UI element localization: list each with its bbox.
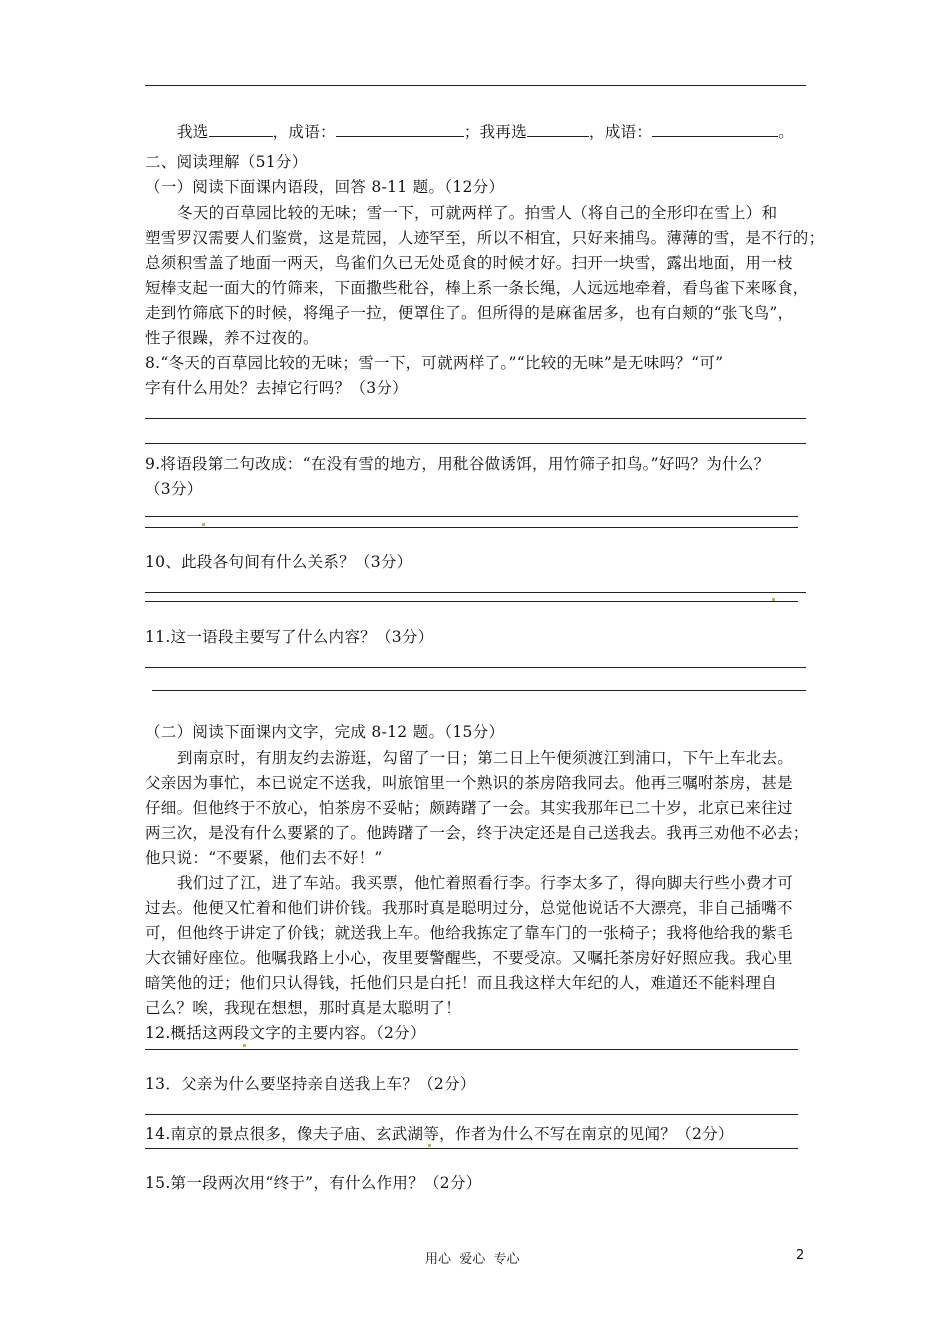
passage1-line: 总须积雪盖了地面一两天，鸟雀们久已无处觅食的时候才好。扫开一块雪，露出地面，用一枝 <box>145 254 793 272</box>
passage2-line: 到南京时，有朋友约去游逛，勾留了一日；第二日上午便须渡江到浦口，下午上车北去。 <box>177 749 794 767</box>
answer-line[interactable] <box>145 443 806 444</box>
answer-line[interactable] <box>145 516 798 517</box>
section-heading: 二、阅读理解（51分） <box>145 153 308 171</box>
passage2-line: 暗笑他的迂；他们只认得钱，托他们只是白托！而且我这样大年纪的人，难道还不能料理自 <box>145 974 778 992</box>
question-12: 12.概括这两段文字的主要内容。（2分） <box>145 1024 426 1042</box>
blank-idiom-2[interactable] <box>652 120 778 137</box>
question-15: 15.第一段两次用“终于”，有什么作用？（2分） <box>145 1174 482 1192</box>
footer-slogan: 用心 爱心 专心 <box>425 1252 520 1267</box>
speck-mark <box>772 598 775 601</box>
question-8-cont: 字有什么用处？去掉它行吗？（3分） <box>145 379 408 397</box>
speck-mark <box>243 1044 246 1047</box>
question-10: 10、此段各句间有什么关系？（3分） <box>145 553 413 571</box>
answer-line[interactable] <box>152 690 806 691</box>
speck-mark <box>428 1144 431 1147</box>
speck-mark <box>202 523 205 526</box>
question-14: 14.南京的景点很多，像夫子庙、玄武湖等，作者为什么不写在南京的见闻？（2分） <box>145 1125 734 1143</box>
passage2-line: 我们过了江，进了车站。我买票，他忙着照看行李。行李太多了，得向脚夫行些小费才可 <box>177 874 794 892</box>
page-number: 2 <box>796 1248 805 1263</box>
question-9-cont: （3分） <box>145 480 203 498</box>
answer-line[interactable] <box>145 1049 798 1050</box>
passage1-line: 塑雪罗汉需要人们鉴赏，这是荒园，人迹罕至，所以不相宜，只好来捕鸟。薄薄的雪，是不行的； <box>145 229 825 247</box>
passage2-line: 他只说：“不要紧，他们去不好！” <box>145 849 383 867</box>
question-9: 9.将语段第二句改成：“在没有雪的地方，用秕谷做诱饵，用竹筛子扣鸟。”好吗？为什么？ <box>145 455 770 473</box>
answer-line[interactable] <box>145 527 798 528</box>
passage2-line: 过去。他便又忙着和他们讲价钱。我那时真是聪明过分，总觉他说话不大漂亮，非自己插嘴不 <box>145 899 793 917</box>
passage2-line: 己么？唉，我现在想想，那时真是太聪明了！ <box>145 999 462 1017</box>
question-13: 13．父亲为什么要坚持亲自送我上车？（2分） <box>145 1075 476 1093</box>
passage1-line: 走到竹筛底下的时候，将绳子一拉，便罩住了。但所得的是麻雀居多，也有白颊的“张飞鸟”， <box>145 304 794 322</box>
question-8: 8.“冬天的百草园比较的无味；雪一下，可就两样了。”“比较的无味”是无味吗？“可” <box>145 354 724 372</box>
answer-line[interactable] <box>145 667 806 668</box>
part1-heading: （一）阅读下面课内语段，回答 8-11 题。（12分） <box>145 178 505 196</box>
passage1-line: 性子很躁，养不过夜的。 <box>145 329 319 347</box>
passage2-line: 可，但他终于讲定了价钱；就送我上车。他给我拣定了靠车门的一张椅子；我将他给我的紫毛 <box>145 924 793 942</box>
passage1-line: 冬天的百草园比较的无味；雪一下，可就两样了。拍雪人（将自己的全形印在雪上）和 <box>177 204 778 222</box>
blank-choice-2[interactable] <box>527 120 589 137</box>
passage2-line: 仔细。但他终于不放心，怕茶房不妥帖；颇踌躇了一会。其实我那年已二十岁，北京已来往过 <box>145 799 793 817</box>
top-answer-line <box>145 85 806 86</box>
blank-choice-1[interactable] <box>209 120 273 137</box>
question-11: 11.这一语段主要写了什么内容？（3分） <box>145 628 434 646</box>
answer-line[interactable] <box>145 1148 798 1149</box>
blank-idiom-1[interactable] <box>336 120 464 137</box>
passage1-line: 短棒支起一面大的竹筛来，下面撒些秕谷，棒上系一条长绳，人远远地牵着，看鸟雀下来啄食， <box>145 279 809 297</box>
passage2-line: 两三次，是没有什么要紧的了。他踌躇了一会，终于决定还是自己送我去。我再三劝他不必去； <box>145 824 809 842</box>
passage2-line: 大衣铺好座位。他嘱我路上小心，夜里要警醒些，不要受凉。又嘱托茶房好好照应我。我心里 <box>145 949 793 967</box>
answer-line[interactable] <box>145 1114 798 1115</box>
part2-heading: （二）阅读下面课内文字，完成 8-12 题。（15分） <box>145 723 505 741</box>
fill-in-line: 我选 ，成语： ；我再选 ，成语： 。 <box>177 120 794 145</box>
passage2-line: 父亲因为事忙，本已说定不送我，叫旅馆里一个熟识的茶房陪我同去。他再三嘱咐茶房，甚是 <box>145 774 793 792</box>
answer-line[interactable] <box>145 601 798 602</box>
answer-line[interactable] <box>145 592 806 593</box>
answer-line[interactable] <box>145 418 806 419</box>
